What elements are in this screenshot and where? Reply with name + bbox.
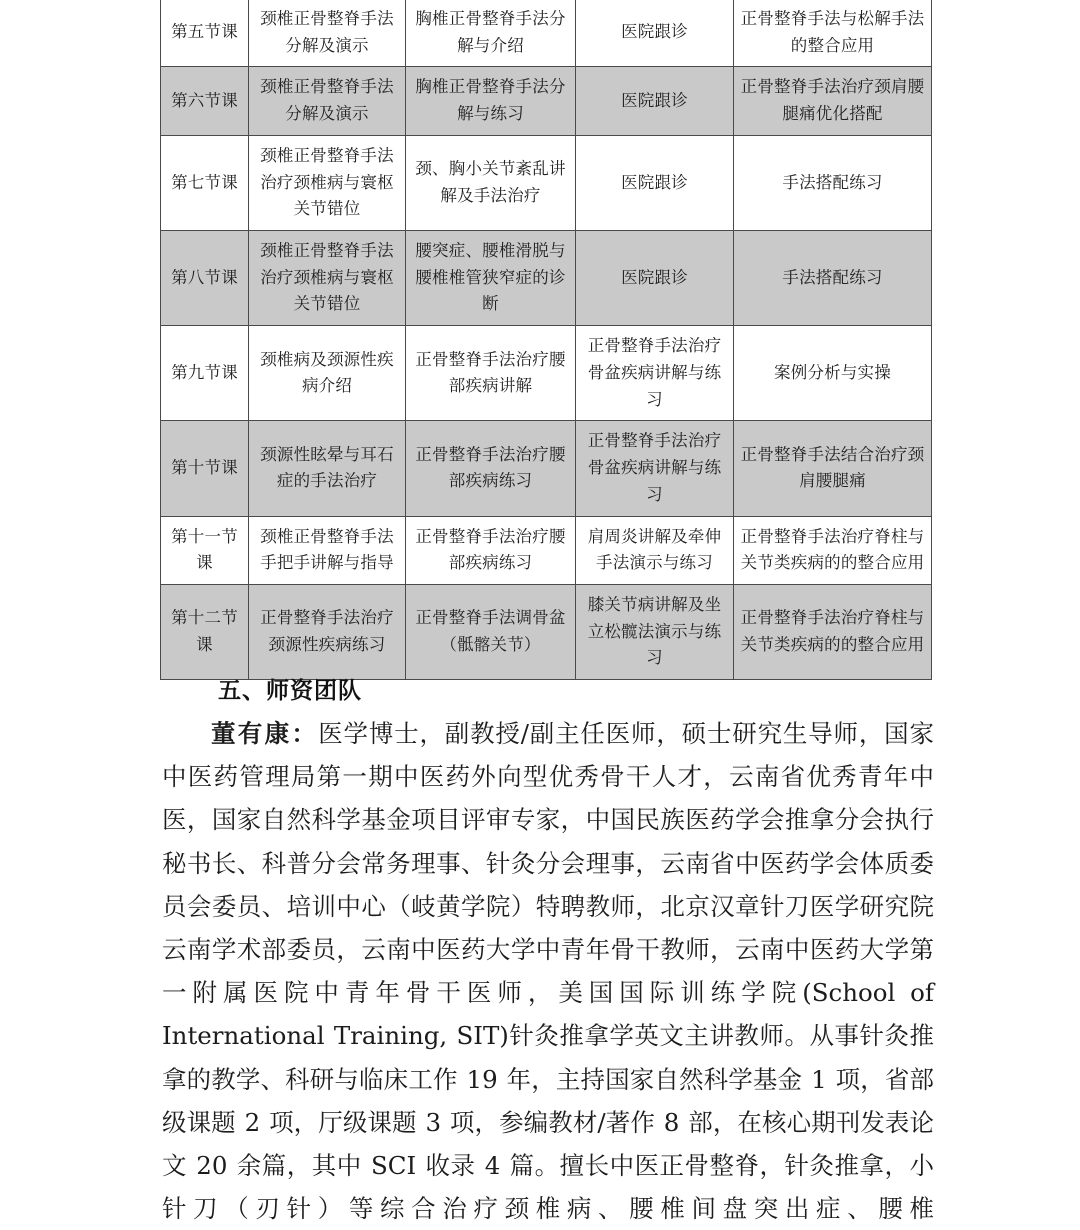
practice-label: 医院跟诊 xyxy=(621,22,688,42)
cell-afternoon-topic xyxy=(406,67,576,135)
morning-topic-label: 颈椎正骨整脊手法手把手讲解与指导 xyxy=(260,526,394,573)
cell-session xyxy=(161,0,249,67)
instructor-bio-block xyxy=(162,712,934,1230)
cell-morning-topic xyxy=(249,231,406,326)
cell-session xyxy=(161,584,249,679)
afternoon-topic-label: 正骨整脊手法治疗腰部疾病讲解 xyxy=(415,349,566,396)
cell-session xyxy=(161,135,249,230)
cell-practice xyxy=(576,516,734,584)
cell-session xyxy=(161,67,249,135)
cell-practice xyxy=(576,0,734,67)
session-label: 第十一节课 xyxy=(171,526,238,573)
afternoon-topic-label: 正骨整脊手法治疗腰部疾病练习 xyxy=(415,526,566,573)
cell-morning-topic xyxy=(249,584,406,679)
table-row xyxy=(161,67,932,135)
cell-morning-topic xyxy=(249,421,406,516)
afternoon-topic-label: 正骨整脊手法治疗腰部疾病练习 xyxy=(415,444,566,491)
afternoon-topic-label: 胸椎正骨整脊手法分解与练习 xyxy=(415,77,566,124)
table-row xyxy=(161,326,932,421)
morning-topic-label: 颈椎病及颈源性疾病介绍 xyxy=(260,349,394,396)
session-label: 第十节课 xyxy=(171,458,238,478)
integration-label: 手法搭配练习 xyxy=(782,172,883,192)
integration-label: 案例分析与实操 xyxy=(774,362,891,382)
cell-afternoon-topic xyxy=(406,135,576,230)
cell-integration xyxy=(734,231,932,326)
cell-afternoon-topic xyxy=(406,584,576,679)
instructor-bio-text: 医学博士，副教授/副主任医师，硕士研究生导师，国家中医药管理局第一期中医药外向型优秀骨干人才，云南省优秀青年中医，国家自然科学基金项目评审专家，中国民族医药学会推拿分会执行秘书长、科普分会常务理事、针灸分会理事，云南省中医药学会体质委员会委员、培训中心（岐黄学院）特聘教师，北京汉章针刀医学研究院云南学术部委员，云南中医药大学中青年骨干教师，云南中医药大学第一附属医院中青年骨干医师，美国国际训练学院(School of International Training, SIT)针灸推拿学英文主讲教师。从事针灸推拿的教学、科研与临床工作 19 年，主持国家自然科学基金 1 项，省部级课题 2 项，厅级课题 3 项，参编教材/著作 8 部，在核心期刊发表论文 20 余篇，其中 SCI 收录 4 篇。擅长中医正骨整脊，针灸推拿，小针刀（刃针）等综合治疗颈椎病、腰椎间盘突出症、腰椎 xyxy=(162,719,934,1224)
cell-session xyxy=(161,326,249,421)
cell-morning-topic xyxy=(249,326,406,421)
instructor-name: 董有康： xyxy=(211,719,319,748)
cell-afternoon-topic xyxy=(406,0,576,67)
morning-topic-label: 颈椎正骨整脊手法治疗颈椎病与寰枢关节错位 xyxy=(260,145,394,219)
cell-integration xyxy=(734,67,932,135)
practice-label: 正骨整脊手法治疗骨盆疾病讲解与练习 xyxy=(587,431,722,504)
practice-label: 医院跟诊 xyxy=(621,90,688,110)
cell-afternoon-topic xyxy=(406,326,576,421)
integration-label: 手法搭配练习 xyxy=(782,267,883,287)
cell-session xyxy=(161,421,249,516)
afternoon-topic-label: 胸椎正骨整脊手法分解与介绍 xyxy=(415,9,566,55)
practice-label: 膝关节病讲解及坐立松髋法演示与练习 xyxy=(587,594,722,668)
afternoon-topic-label: 颈、胸小关节紊乱讲解及手法治疗 xyxy=(415,159,566,205)
cell-practice xyxy=(576,326,734,421)
cell-practice xyxy=(576,135,734,230)
practice-label: 肩周炎讲解及牵伸手法演示与练习 xyxy=(587,526,722,573)
course-schedule-table xyxy=(160,0,932,680)
table-row xyxy=(161,231,932,326)
cell-integration xyxy=(734,326,932,421)
table-row xyxy=(161,0,932,67)
session-label: 第七节课 xyxy=(171,172,238,192)
practice-label: 医院跟诊 xyxy=(621,172,688,192)
session-label: 第八节课 xyxy=(171,267,238,287)
cell-integration xyxy=(734,421,932,516)
practice-label: 医院跟诊 xyxy=(621,267,688,287)
cell-afternoon-topic xyxy=(406,231,576,326)
table-row xyxy=(161,135,932,230)
practice-label: 正骨整脊手法治疗骨盆疾病讲解与练习 xyxy=(587,336,722,409)
morning-topic-label: 颈椎正骨整脊手法分解及演示 xyxy=(260,77,394,124)
morning-topic-label: 正骨整脊手法治疗颈源性疾病练习 xyxy=(260,608,394,655)
cell-session xyxy=(161,231,249,326)
session-label: 第六节课 xyxy=(171,90,238,110)
session-label: 第五节课 xyxy=(171,22,238,42)
afternoon-topic-label: 正骨整脊手法调骨盆（骶髂关节） xyxy=(415,608,566,655)
instructor-bio-paragraph xyxy=(162,712,934,1230)
cell-afternoon-topic xyxy=(406,516,576,584)
morning-topic-label: 颈椎正骨整脊手法治疗颈椎病与寰枢关节错位 xyxy=(260,241,394,314)
table-body xyxy=(161,0,932,680)
integration-label: 正骨整脊手法结合治疗颈肩腰腿痛 xyxy=(740,444,925,491)
cell-session xyxy=(161,516,249,584)
integration-label: 正骨整脊手法与松解手法的整合应用 xyxy=(740,9,925,55)
session-label: 第十二节课 xyxy=(171,608,238,655)
section-heading: 五、师资团队 xyxy=(218,678,362,704)
cell-afternoon-topic xyxy=(406,421,576,516)
cell-integration xyxy=(734,135,932,230)
integration-label: 正骨整脊手法治疗颈肩腰腿痛优化搭配 xyxy=(740,77,925,124)
afternoon-topic-label: 腰突症、腰椎滑脱与腰椎椎管狭窄症的诊断 xyxy=(415,241,566,314)
cell-morning-topic xyxy=(249,67,406,135)
cell-integration xyxy=(734,0,932,67)
cell-integration xyxy=(734,516,932,584)
morning-topic-label: 颈椎正骨整脊手法分解及演示 xyxy=(260,9,394,55)
cell-morning-topic xyxy=(249,135,406,230)
table-row xyxy=(161,584,932,679)
cell-morning-topic xyxy=(249,516,406,584)
integration-label: 正骨整脊手法治疗脊柱与关节类疾病的的整合应用 xyxy=(740,526,925,573)
table-row xyxy=(161,421,932,516)
table-row xyxy=(161,516,932,584)
cell-integration xyxy=(734,584,932,679)
cell-morning-topic xyxy=(249,0,406,67)
morning-topic-label: 颈源性眩晕与耳石症的手法治疗 xyxy=(260,444,394,491)
integration-label: 正骨整脊手法治疗脊柱与关节类疾病的的整合应用 xyxy=(740,608,925,655)
cell-practice xyxy=(576,67,734,135)
cell-practice xyxy=(576,584,734,679)
cell-practice xyxy=(576,421,734,516)
cell-practice xyxy=(576,231,734,326)
session-label: 第九节课 xyxy=(171,362,238,382)
